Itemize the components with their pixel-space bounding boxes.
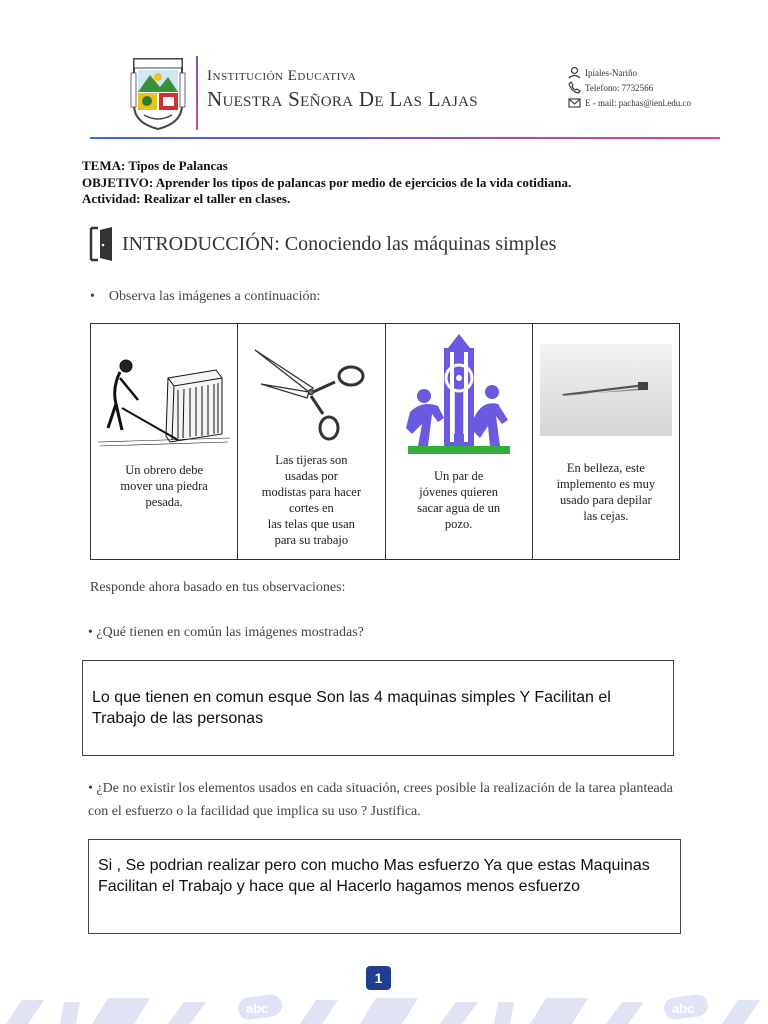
caption-line: implemento es muy [556, 477, 656, 491]
page-number-badge: 1 [366, 966, 391, 990]
caption-worker [101, 462, 227, 510]
contact-email [568, 96, 691, 109]
question-1: • ¿Qué tienen en común las imágenes mostradas? [88, 625, 364, 640]
caption-line: pesada. [145, 495, 183, 509]
responde-instruction: Responde ahora basado en tus observaciones: [90, 580, 346, 595]
scissors-icon [251, 342, 371, 442]
caption-tweezers [543, 460, 669, 524]
answer-2-box[interactable]: Si , Se podrian realizar pero con mucho Mas esfuerzo Ya que estas Maquinas Facilitan el Trabajo y hace que al Hacerlo hagamos menos esfuerzo [88, 839, 681, 934]
intro-heading [88, 226, 556, 262]
contact-phone-text: Telefono: 7732566 [585, 82, 654, 93]
caption-line: sacar agua de un [417, 501, 501, 515]
image-cell-tweezers [533, 324, 679, 559]
intro-title: INTRODUCCIÓN: Conociendo las máquinas simples [122, 232, 557, 255]
email-icon [568, 96, 581, 109]
objetivo-line: OBJETIVO: Aprender los tipos de palancas por medio de ejercicios de la vida cotidiana. [82, 174, 572, 190]
caption-line: las telas que usan [267, 517, 355, 531]
worker-lever-rock-icon [98, 348, 230, 448]
well-pulley-icon [404, 334, 514, 456]
caption-line: usado para depilar [560, 493, 652, 507]
caption-line: Un obrero debe [125, 463, 203, 477]
header-divider [196, 56, 198, 130]
phone-icon [568, 81, 581, 94]
caption-line: Un par de [433, 469, 484, 483]
image-cell-well [386, 324, 533, 559]
observe-instruction [90, 289, 320, 305]
caption-line: jóvenes quieren [419, 485, 499, 499]
institution-name-line1: Institución Educativa [207, 68, 357, 84]
footer-pattern [0, 992, 768, 1024]
caption-scissors [248, 452, 374, 548]
observe-text: Observa las imágenes a continuación: [108, 289, 321, 304]
caption-line: mover una piedra [120, 479, 208, 493]
image-cell-worker [91, 324, 238, 559]
contact-location [568, 66, 637, 79]
door-icon [88, 226, 114, 262]
document-header [0, 0, 768, 145]
image-cell-scissors [238, 324, 385, 559]
contact-email-text: E - mail: pachas@ienl.edu.co [585, 97, 692, 108]
tweezers-icon [540, 344, 672, 436]
tema-line: TEMA: Tipos de Palancas [82, 158, 228, 173]
caption-line: En belleza, este [566, 461, 645, 475]
caption-line: usadas por [284, 469, 338, 483]
caption-line: Las tijeras son [275, 453, 348, 467]
question-2: • ¿De no existir los elementos usados en cada situación, crees posible la realización de la tarea planteada con el esfuerzo o la facilidad que implica su uso ? Justifica. [88, 781, 673, 819]
contact-phone [568, 81, 653, 94]
answer-1-box[interactable]: Lo que tienen en comun esque Son las 4 maquinas simples Y Facilitan el Trabajo de las personas [82, 660, 674, 756]
caption-line: cortes en [288, 501, 334, 515]
actividad-line: Actividad: Realizar el taller en clases. [82, 191, 291, 206]
images-table [90, 323, 680, 560]
caption-line: modistas para hacer [261, 485, 361, 499]
worksheet-meta [82, 158, 571, 208]
caption-line: pozo. [444, 517, 473, 531]
location-icon [568, 66, 581, 79]
footer-pattern-text: abc [246, 1001, 269, 1016]
caption-line: las cejas. [583, 509, 629, 523]
institution-name-line2: Nuestra Señora De Las Lajas [207, 87, 478, 111]
footer-pattern-text: abc [672, 1001, 695, 1016]
header-rule [90, 137, 720, 139]
school-crest-icon [130, 53, 186, 131]
caption-line: para su trabajo [274, 533, 349, 547]
contact-location-text: Ipiales-Nariño [585, 67, 637, 78]
bullet-dot: • [90, 289, 95, 304]
caption-well [396, 468, 522, 532]
